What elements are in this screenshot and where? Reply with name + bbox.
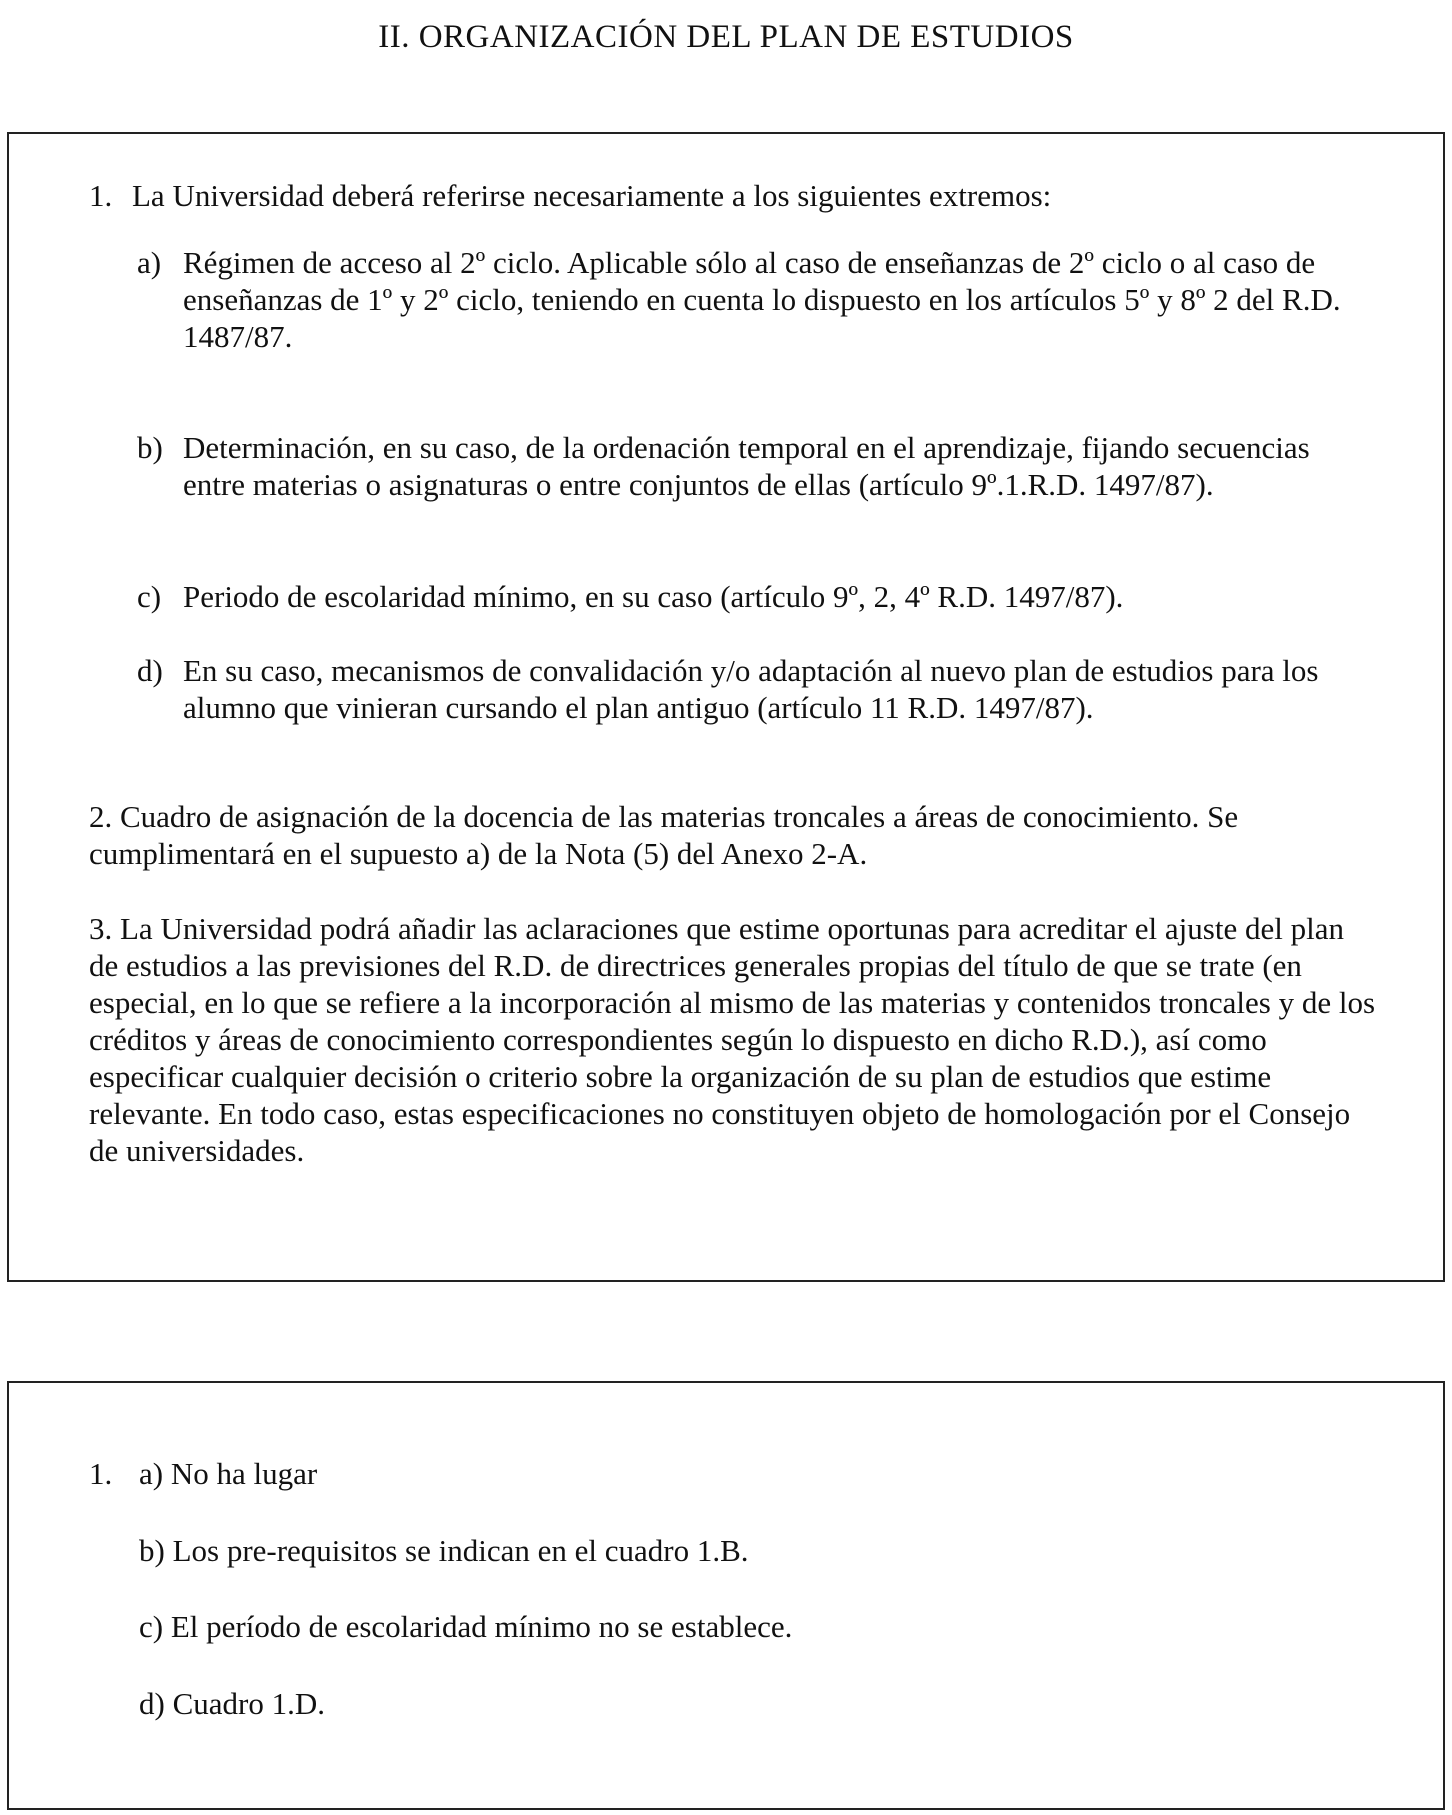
response-item-b: b) Los pre-requisitos se indican en el cuadro 1.B. [139, 1533, 749, 1568]
subitem-text: Determinación, en su caso, de la ordenación temporal en el aprendizaje, fijando secuencias entre materias o asignaturas o entre conjuntos de ellas (artículo 9º.1.R.D. 1497/87). [183, 430, 1310, 502]
instruction-item-1 [89, 177, 1379, 214]
subitem-marker: d) [137, 653, 163, 688]
subitem-marker: c) [137, 579, 162, 614]
instruction-item-3 [89, 910, 1379, 1169]
instruction-item-2 [89, 798, 1329, 872]
response-item-d: d) Cuadro 1.D. [139, 1686, 325, 1721]
page-title: II. ORGANIZACIÓN DEL PLAN DE ESTUDIOS [378, 19, 1074, 55]
response-box [7, 1381, 1445, 1810]
instruction-subitem-a [137, 244, 1387, 355]
subitem-marker: b) [137, 430, 163, 465]
instruction-subitem-d [137, 652, 1347, 726]
instruction-subitem-c [137, 578, 1387, 615]
subitem-text: En su caso, mecanismos de convalidación y/o adaptación al nuevo plan de estudios para los alumno que vinieran cursando el plan antiguo (artículo 11 R.D. 1497/87). [183, 653, 1319, 725]
subitem-marker: a) [137, 245, 162, 280]
response-number: 1. [89, 1456, 113, 1491]
item-number: 2. [89, 799, 113, 834]
response-item-a: a) No ha lugar [139, 1456, 318, 1491]
item-text: La Universidad deberá referirse necesariamente a los siguientes extremos: [132, 178, 1052, 213]
response-item-c: c) El período de escolaridad mínimo no se establece. [139, 1609, 793, 1644]
item-text: La Universidad podrá añadir las aclaraciones que estime oportunas para acreditar el ajuste del plan de estudios a las previsiones del R.D. de directrices generales propias del título de que se trate (en especial, en lo que se refiere a la incorporación al mismo de las materias y contenidos troncales y de los créditos y áreas de conocimiento correspondientes según lo dispuesto en dicho R.D.), así como especificar cualquier decisión o criterio sobre la organización de su plan de estudios que estime relevante. En todo caso, estas especificaciones no constituyen objeto de homologación por el Consejo de universidades. [89, 911, 1376, 1168]
subitem-text: Régimen de acceso al 2º ciclo. Aplicable sólo al caso de enseñanzas de 2º ciclo o al caso de enseñanzas de 1º y 2º ciclo, teniendo en cuenta lo dispuesto en los artículos 5º y 8º 2 del R.D. 1487/87. [183, 245, 1341, 354]
item-text: Cuadro de asignación de la docencia de las materias troncales a áreas de conocimiento. Se cumplimentará en el supuesto a) de la Nota (5) del Anexo 2-A. [89, 799, 1239, 871]
item-number: 1. [89, 178, 113, 213]
subitem-text: Periodo de escolaridad mínimo, en su caso (artículo 9º, 2, 4º R.D. 1497/87). [183, 579, 1124, 614]
instructions-box [7, 132, 1445, 1282]
instruction-subitem-b [137, 429, 1337, 503]
item-number: 3. [89, 911, 113, 946]
